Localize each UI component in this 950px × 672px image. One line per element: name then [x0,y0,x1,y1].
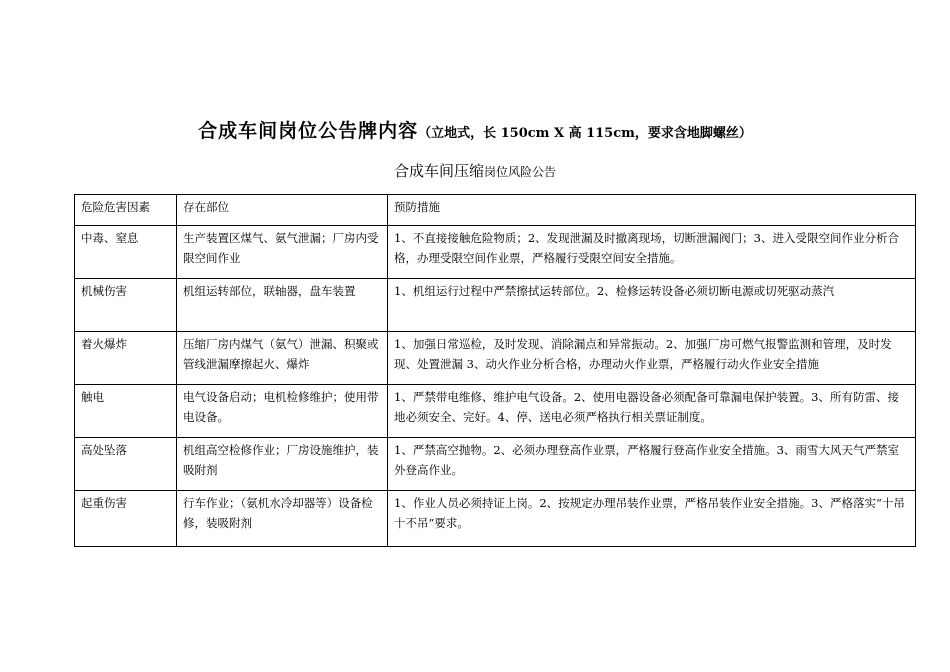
risk-table [74,194,916,547]
location-cell: 生产装置区煤气、氨气泄漏；厂房内受限空间作业 [177,226,388,279]
location-cell: 行车作业；（氨机水冷却器等）设备检修，装吸附剂 [177,491,388,547]
table-caption [0,160,950,181]
location-cell: 机组高空检修作业；厂房设施维护，装吸附剂 [177,438,388,491]
hazard-cell: 着火爆炸 [75,332,177,385]
location-cell: 电气设备启动；电机检修维护；使用带电设备。 [177,385,388,438]
hazard-cell: 中毒、窒息 [75,226,177,279]
table-row [75,385,916,438]
table-row [75,332,916,385]
hazard-cell: 起重伤害 [75,491,177,547]
location-cell: 机组运转部位，联轴器，盘车装置 [177,279,388,332]
header-measures: 预防措施 [388,195,916,226]
measures-cell: 1、机组运行过程中严禁擦拭运转部位。2、检修运转设备必须切断电源或切死驱动蒸汽 [388,279,916,332]
measures-cell: 1、加强日常巡检，及时发现、消除漏点和异常振动。2、加强厂房可燃气报警监测和管理，及时发现、处置泄漏 3、动火作业分析合格，办理动火作业票，严格履行动火作业安全措施 [388,332,916,385]
table-caption-small: 岗位风险公告 [484,165,557,179]
header-location: 存在部位 [177,195,388,226]
table-row [75,491,916,547]
table-row [75,438,916,491]
hazard-cell: 机械伤害 [75,279,177,332]
hazard-cell: 触电 [75,385,177,438]
location-cell: 压缩厂房内煤气（氨气）泄漏、积聚或管线泄漏摩擦起火、爆炸 [177,332,388,385]
measures-cell: 1、严禁带电维修、维护电气设备。2、使用电器设备必须配备可靠漏电保护装置。3、所有防雷、接地必须安全、完好。4、停、送电必须严格执行相关票证制度。 [388,385,916,438]
page-title-main: 合成车间岗位公告牌内容 [198,120,419,142]
page-title-note: （立地式，长 150cm X 高 115cm，要求含地脚螺丝） [418,126,752,141]
hazard-cell: 高处坠落 [75,438,177,491]
table-header-row [75,195,916,226]
measures-cell: 1、严禁高空抛物。2、必须办理登高作业票，严格履行登高作业安全措施。3、雨雪大风天气严禁室外登高作业。 [388,438,916,491]
header-hazard: 危险危害因素 [75,195,177,226]
page-title [0,116,950,143]
measures-cell: 1、不直接接触危险物质；2、发现泄漏及时撤离现场，切断泄漏阀门；3、进入受限空间作业分析合格，办理受限空间作业票，严格履行受限空间安全措施。 [388,226,916,279]
measures-cell: 1、作业人员必须持证上岗。2、按规定办理吊装作业票，严格吊装作业安全措施。3、严格落实“十吊十不吊”要求。 [388,491,916,547]
table-row [75,279,916,332]
table-row [75,226,916,279]
table-caption-main: 合成车间压缩 [393,162,484,180]
